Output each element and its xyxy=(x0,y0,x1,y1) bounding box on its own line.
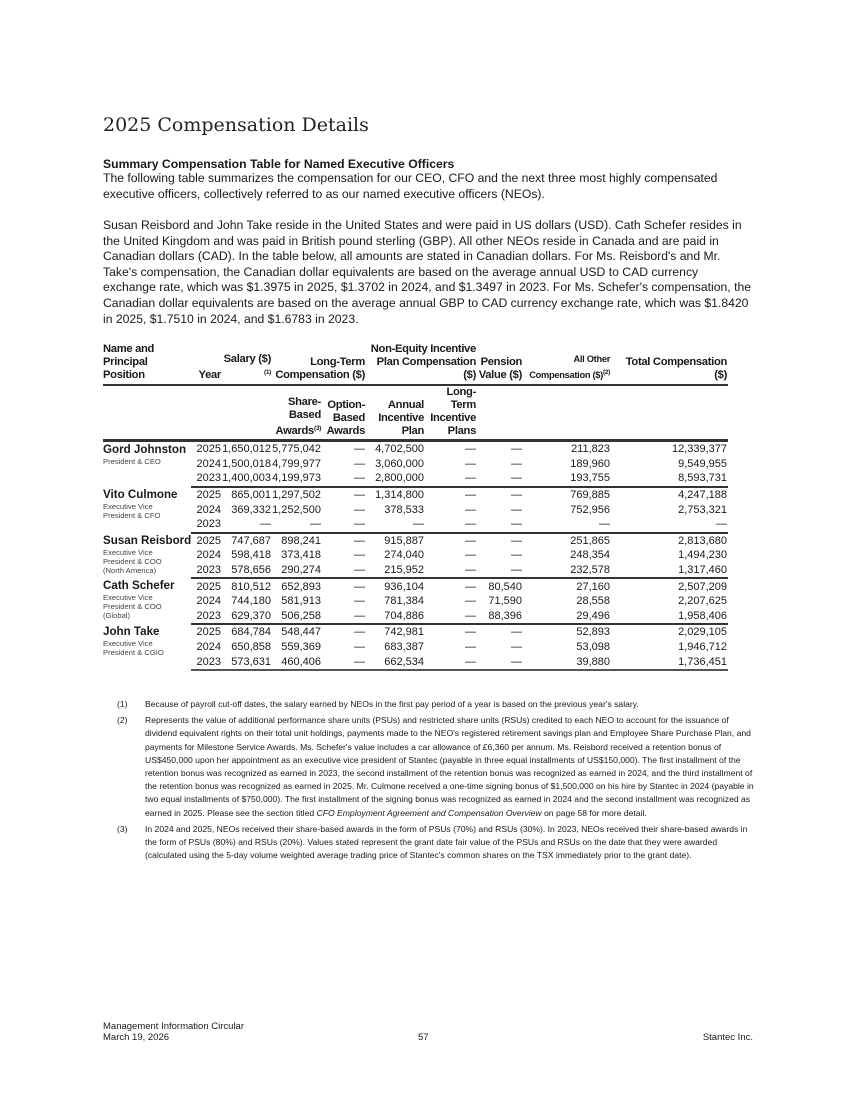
cell-share-based: 1,297,502 xyxy=(272,489,321,502)
cell-salary: 598,418 xyxy=(231,549,271,562)
cell-salary: 369,332 xyxy=(231,503,271,516)
cell-option-based: — xyxy=(322,654,366,670)
cell-annual-incentive: 915,887 xyxy=(384,534,424,547)
header-total: Total Compensation ($) xyxy=(611,343,728,385)
cell-option-based: — xyxy=(354,641,365,654)
cell-annual-incentive: 683,387 xyxy=(384,641,424,654)
cell-year: 2025 xyxy=(196,626,221,639)
cell-all-other: 189,960 xyxy=(570,457,611,470)
cell-option-based: — xyxy=(322,471,366,487)
table-row xyxy=(103,609,728,625)
cell-year: 2023 xyxy=(191,471,222,487)
table-row xyxy=(103,594,728,609)
cell-salary: — xyxy=(222,517,272,533)
cell-pension: — xyxy=(477,654,523,670)
table-row xyxy=(103,487,728,503)
cell-option-based: — xyxy=(354,489,365,502)
cell-option-based: — xyxy=(354,595,365,608)
cell-all-other: 29,496 xyxy=(523,609,611,625)
page-number: 57 xyxy=(418,1032,429,1043)
executive-cell xyxy=(103,441,191,487)
cell-all-other: 211,823 xyxy=(571,443,611,456)
cell-pension: — xyxy=(511,626,523,639)
header-pension: Pension Value ($) xyxy=(477,343,523,385)
cell-pension: — xyxy=(511,457,523,470)
cell-share-based: 5,775,042 xyxy=(272,443,321,456)
cell-long-term-incentive: — xyxy=(465,580,477,593)
cell-pension: 71,590 xyxy=(488,595,523,608)
table-row xyxy=(103,533,728,549)
cell-share-based: 290,274 xyxy=(272,563,322,579)
cell-option-based: — xyxy=(354,443,365,456)
cell-salary: 1,650,012 xyxy=(222,443,271,456)
cell-all-other: 232,578 xyxy=(523,563,611,579)
cell-all-other: 28,558 xyxy=(576,595,611,608)
footer-company: Stantec Inc. xyxy=(702,1032,753,1043)
cell-total: 2,029,105 xyxy=(678,626,728,639)
cell-share-based: 581,913 xyxy=(281,595,321,608)
cell-salary: 573,631 xyxy=(222,654,272,670)
executive-cell xyxy=(103,578,191,624)
executive-title: Executive Vice President & CGIO xyxy=(103,639,164,658)
cell-all-other: 251,865 xyxy=(570,534,611,547)
cell-year: 2024 xyxy=(196,595,221,608)
cell-salary: 810,512 xyxy=(231,580,271,593)
header-all-other: All Other Compensation ($)$^{(2)}$ xyxy=(523,343,611,385)
cell-share-based: 4,199,973 xyxy=(272,471,322,487)
cell-annual-incentive: 3,060,000 xyxy=(375,457,424,470)
cell-pension: — xyxy=(477,517,523,533)
cell-share-based: 548,447 xyxy=(281,626,321,639)
cell-year: 2023 xyxy=(191,654,222,670)
table-row xyxy=(103,502,728,517)
cell-total: 1,494,230 xyxy=(678,549,728,562)
header-annual-incentive: Annual Incentive Plan xyxy=(366,385,425,441)
cell-pension: 88,396 xyxy=(477,609,523,625)
cell-pension: — xyxy=(511,534,523,547)
cell-annual-incentive: 378,533 xyxy=(384,503,424,516)
cell-long-term-incentive: — xyxy=(425,517,477,533)
cell-option-based: — xyxy=(354,549,365,562)
cell-pension: — xyxy=(477,471,523,487)
cell-pension: — xyxy=(511,549,523,562)
table-row xyxy=(103,563,728,579)
cell-year: 2025 xyxy=(196,534,221,547)
table-row xyxy=(103,457,728,472)
executive-cell xyxy=(103,487,191,533)
cell-total: 1,736,451 xyxy=(611,654,728,670)
executive-name: Gord Johnston xyxy=(103,443,187,456)
cell-total: 8,593,731 xyxy=(611,471,728,487)
cell-annual-incentive: 274,040 xyxy=(384,549,424,562)
executive-name: Susan Reisbord xyxy=(103,533,192,547)
section-subtitle: Summary Compensation Table for Named Executive Officers xyxy=(103,157,455,171)
cell-year: 2024 xyxy=(196,641,221,654)
cell-year: 2024 xyxy=(196,549,221,562)
cell-all-other: 53,098 xyxy=(576,641,611,654)
executive-name: John Take xyxy=(103,625,160,639)
cell-pension: — xyxy=(477,563,523,579)
cell-annual-incentive: 936,104 xyxy=(384,580,424,593)
cell-year: 2025 xyxy=(196,489,221,502)
cell-year: 2025 xyxy=(196,443,221,456)
cell-total: 2,813,680 xyxy=(678,534,728,547)
cell-pension: — xyxy=(511,503,523,516)
cell-long-term-incentive: — xyxy=(465,641,477,654)
cell-year: 2024 xyxy=(196,503,221,516)
cell-long-term-incentive: — xyxy=(425,654,477,670)
cell-option-based: — xyxy=(354,580,365,593)
cell-all-other: 752,956 xyxy=(570,503,611,516)
footnotes xyxy=(117,698,757,865)
cell-option-based: — xyxy=(354,503,365,516)
cell-long-term-incentive: — xyxy=(465,626,477,639)
cell-annual-incentive: 215,952 xyxy=(366,563,425,579)
cell-long-term-incentive: — xyxy=(425,609,477,625)
cell-annual-incentive: 2,800,000 xyxy=(366,471,425,487)
cell-salary: 744,180 xyxy=(231,595,271,608)
cell-total: 2,753,321 xyxy=(678,503,728,516)
cell-share-based: — xyxy=(272,517,322,533)
cell-pension: — xyxy=(511,443,523,456)
table-row xyxy=(103,578,728,594)
intro-paragraph: The following table summarizes the compensation for our CEO, CFO and the next three most highly compensated executive officers, collectively referred to as our named executive officers (NEOs). xyxy=(103,171,718,201)
cell-annual-incentive: 742,981 xyxy=(384,626,424,639)
executive-group xyxy=(103,487,728,533)
executive-cell xyxy=(103,533,191,579)
header-name: Name and Principal Position xyxy=(103,343,191,385)
cell-annual-incentive: — xyxy=(366,517,425,533)
cell-all-other: 248,354 xyxy=(570,549,611,562)
cell-annual-incentive: 1,314,800 xyxy=(375,489,424,502)
cell-total: — xyxy=(611,517,728,533)
cell-year: 2023 xyxy=(191,609,222,625)
cell-total: 1,946,712 xyxy=(678,641,728,654)
cell-year: 2024 xyxy=(196,457,221,470)
executive-title: Executive Vice President & CFO xyxy=(103,501,161,520)
header-long-term-compensation: Long-Term Compensation ($) xyxy=(272,343,366,385)
cell-long-term-incentive: — xyxy=(465,549,477,562)
cell-salary: 684,784 xyxy=(231,626,271,639)
executive-group xyxy=(103,578,728,624)
footnote-2: (2) Represents the value of additional performance share units (PSUs) and restricted share units (RSUs) credited to each NEO to account for the issuance of dividend equivalent rights on their total unit holdings, payments made to the NEO's registered retirement savings plan and Employee Share Purchase Plan, and payments for Milestone Service Awards. Ms. Schefer's value includes a car allowance of £6,360 per annum. Ms. Reisbord received a retention bonus of US$450,000 upon her appointment as an executive vice president of Stantec (payable in three equal installments of US$150,000). The first installment of the retention bonus was recognized as earned in 2023, the second installment of the retention bonus was recognized as earned in 2024, and the third installment of the retention bonus was recognized as earned in 2025. Mr. Culmone received a one-time signing bonus of $1,500,000 on his hire by Stantec in 2024 (payable in two equal installments of $750,000). The first installment of the signing bonus was recognized as earned in 2024 and the second installment was recognized as earned in 2025. Please see the section titled CFO Employment Agreement and Compensation Overview on page 58 for more detail. xyxy=(117,715,754,818)
cell-long-term-incentive: — xyxy=(465,595,477,608)
cell-pension: — xyxy=(511,641,523,654)
cell-year: 2023 xyxy=(191,517,222,533)
cell-share-based: 4,799,977 xyxy=(272,457,321,470)
cell-total: 1,958,406 xyxy=(611,609,728,625)
executive-title: President & CEO xyxy=(103,457,161,466)
table-row xyxy=(103,548,728,563)
cell-share-based: 559,369 xyxy=(281,641,321,654)
cell-option-based: — xyxy=(354,534,365,547)
cell-all-other: 27,160 xyxy=(576,580,611,593)
table-row xyxy=(103,624,728,640)
cell-long-term-incentive: — xyxy=(425,471,477,487)
cell-year: 2023 xyxy=(191,563,222,579)
table-row xyxy=(103,640,728,655)
cell-long-term-incentive: — xyxy=(465,503,477,516)
cell-annual-incentive: 781,384 xyxy=(384,595,424,608)
cell-salary: 578,656 xyxy=(222,563,272,579)
header-non-equity-incentive: Non-Equity Incentive Plan Compensation ($) xyxy=(366,343,477,385)
executive-name: Vito Culmone xyxy=(103,487,178,501)
footnote-1: (1) Because of payroll cut-off dates, the salary earned by NEOs in the first pay period of a year is based on the previous year's salary. xyxy=(117,699,639,709)
cell-share-based: 460,406 xyxy=(272,654,322,670)
header-option-based: Option-Based Awards xyxy=(322,385,366,441)
cell-option-based: — xyxy=(322,609,366,625)
table-row xyxy=(103,517,728,533)
currency-note-paragraph: Susan Reisbord and John Take reside in the United States and were paid in US dollars (USD). Cath Schefer resides in the United Kingdom and was paid in British pound sterling (GBP). All other NEOs reside in Canada and are paid in Canadian dollars (CAD). In the table below, all amounts are stated in Canadian dollars. For Ms. Reisbord's and Mr. Take's compensation, the Canadian dollar equivalents are based on the average annual USD to CAD currency exchange rate, which was $1.3975 in 2025, $1.3702 in 2024, and $1.3497 in 2023. For Ms. Schefer's compensation, the Canadian dollar equivalents are based on the average annual GBP to CAD currency exchange rate, which was $1.8420 in 2025, $1.7510 in 2024, and $1.6783 in 2023. xyxy=(103,218,752,326)
cell-all-other: 769,885 xyxy=(570,489,611,502)
cell-long-term-incentive: — xyxy=(465,489,477,502)
summary-compensation-table xyxy=(103,343,728,671)
executive-name: Cath Schefer xyxy=(103,579,175,593)
footnote-3: (3) In 2024 and 2025, NEOs received their share-based awards in the form of PSUs (70%) and RSUs (30%). In 2023, NEOs received their share-based awards in the form of PSUs (80%) and RSUs (20%). Values stated represent the grant date fair value of the PSUs and RSUs on the date that they were awarded (calculated using the 5-day volume weighted average trading price of Stantec's common shares on the TSX immediately prior to the grant date). xyxy=(117,823,748,861)
cell-pension: 80,540 xyxy=(488,580,523,593)
cell-annual-incentive: 704,886 xyxy=(366,609,425,625)
executive-group xyxy=(103,441,728,487)
cell-share-based: 652,893 xyxy=(281,580,321,593)
executive-cell xyxy=(103,624,191,670)
cell-annual-incentive: 662,534 xyxy=(366,654,425,670)
cell-long-term-incentive: — xyxy=(425,563,477,579)
cell-total: 12,339,377 xyxy=(671,443,728,456)
cell-salary: 650,858 xyxy=(231,641,271,654)
cell-total: 2,207,625 xyxy=(678,595,728,608)
cell-long-term-incentive: — xyxy=(465,534,477,547)
cell-share-based: 506,258 xyxy=(272,609,322,625)
cell-option-based: — xyxy=(322,563,366,579)
cell-salary: 865,001 xyxy=(231,489,271,502)
executive-title: Executive Vice President & COO (North America) xyxy=(103,547,162,575)
header-year: Year xyxy=(191,343,222,385)
cell-annual-incentive: 4,702,500 xyxy=(375,443,424,456)
header-share-based: Share-Based Awards$^{(3)}$ xyxy=(272,385,322,441)
cell-year: 2025 xyxy=(196,580,221,593)
cell-all-other: — xyxy=(523,517,611,533)
executive-group xyxy=(103,624,728,670)
footer-document: Management Information Circular xyxy=(103,1021,244,1032)
cell-share-based: 1,252,500 xyxy=(272,503,321,516)
executive-group xyxy=(103,533,728,579)
cell-long-term-incentive: — xyxy=(465,457,477,470)
cell-salary: 629,370 xyxy=(222,609,272,625)
table-row xyxy=(103,471,728,487)
cell-salary: 1,400,003 xyxy=(222,471,272,487)
cell-option-based: — xyxy=(354,626,365,639)
header-long-term-incentive: Long-Term Incentive Plans xyxy=(425,385,477,441)
cell-share-based: 898,241 xyxy=(281,534,321,547)
cell-share-based: 373,418 xyxy=(281,549,321,562)
cell-total: 2,507,209 xyxy=(678,580,728,593)
cell-salary: 747,687 xyxy=(231,534,271,547)
cell-salary: 1,500,018 xyxy=(222,457,271,470)
page-footer xyxy=(103,1021,753,1043)
cell-all-other: 193,755 xyxy=(523,471,611,487)
cell-total: 4,247,188 xyxy=(678,489,728,502)
table-row xyxy=(103,654,728,670)
cell-pension: — xyxy=(511,489,523,502)
cell-all-other: 52,893 xyxy=(576,626,611,639)
cell-long-term-incentive: — xyxy=(465,443,477,456)
cell-total: 1,317,460 xyxy=(611,563,728,579)
page-title: 2025 Compensation Details xyxy=(103,114,369,136)
cell-option-based: — xyxy=(354,457,365,470)
executive-title: Executive Vice President & COO (Global) xyxy=(103,593,162,621)
cell-option-based: — xyxy=(322,517,366,533)
footer-date: March 19, 2026 xyxy=(103,1032,170,1043)
cell-total: 9,549,955 xyxy=(678,457,728,470)
table-row xyxy=(103,441,728,457)
header-salary: Salary ($)$^{(1)}$ xyxy=(222,343,272,385)
cell-all-other: 39,880 xyxy=(523,654,611,670)
